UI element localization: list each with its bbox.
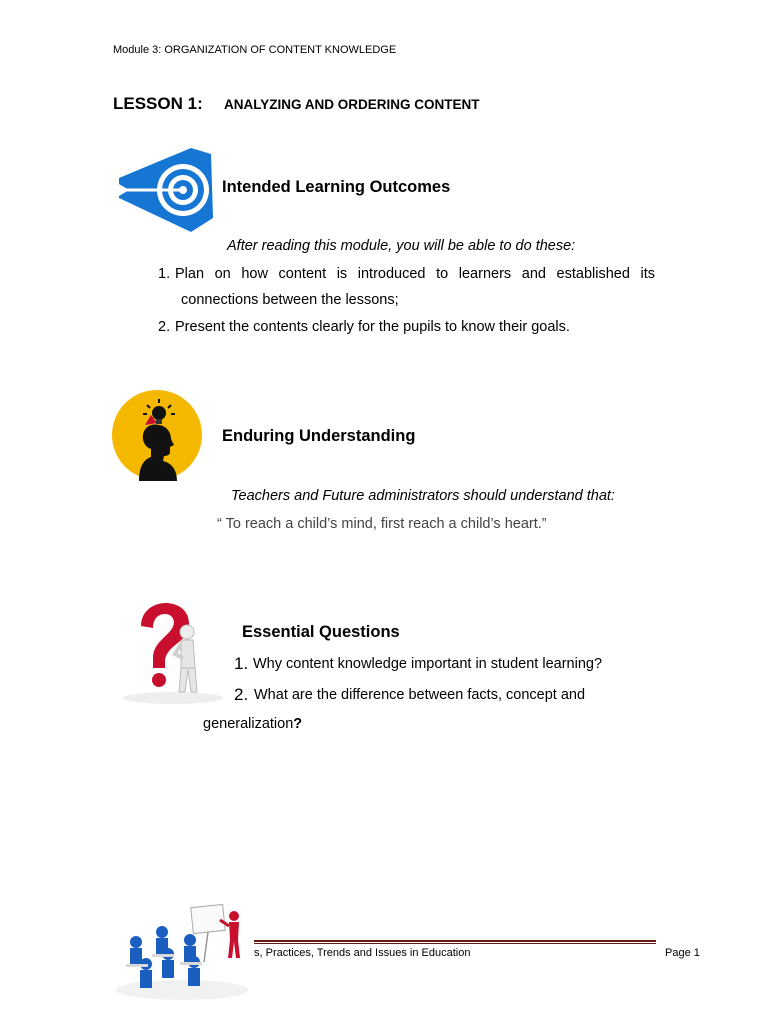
classroom-figures-icon	[112, 902, 254, 1000]
question-2-text: What are the difference between facts, concept and	[254, 687, 586, 703]
outcome-num-2: 2.	[158, 319, 171, 335]
outcomes-heading: Intended Learning Outcomes	[222, 178, 451, 196]
question-1-text: Why content knowledge important in student learning?	[253, 656, 603, 672]
outcome-2-line1: Present the contents clearly for the pupils to know their goals.	[175, 319, 570, 335]
target-arrow-icon	[113, 148, 213, 232]
outcome-num-1: 1.	[158, 266, 171, 282]
question-2-continuation	[203, 716, 302, 732]
head-lightbulb-icon	[107, 385, 207, 485]
lesson-title: ANALYZING AND ORDERING CONTENT	[224, 97, 480, 112]
outcomes-intro: After reading this module, you will be able to do these:	[227, 238, 576, 254]
question-2-cont-text: generalization	[203, 716, 294, 732]
understanding-heading: Enduring Understanding	[222, 427, 416, 445]
footer-rule	[254, 940, 656, 944]
module-header: Module 3: ORGANIZATION OF CONTENT KNOWLEDGE	[113, 44, 397, 56]
question-num-2: 2.	[234, 685, 249, 704]
understanding-intro: Teachers and Future administrators should understand that:	[231, 488, 615, 504]
outcome-1-line1: Plan on how content is introduced to learners and established its	[175, 266, 655, 282]
understanding-quote: “ To reach a child’s mind, first reach a child’s heart.”	[217, 516, 547, 532]
question-2-cont-mark: ?	[293, 716, 303, 732]
questions-heading: Essential Questions	[242, 623, 400, 641]
lesson-number: LESSON 1:	[113, 94, 203, 113]
footer-course-title: s, Practices, Trends and Issues in Education	[254, 947, 471, 959]
page-number: Page 1	[665, 947, 700, 959]
outcome-1-line2: connections between the lessons;	[181, 292, 399, 308]
question-mark-figure-icon	[113, 598, 223, 706]
question-num-1: 1.	[234, 654, 249, 673]
